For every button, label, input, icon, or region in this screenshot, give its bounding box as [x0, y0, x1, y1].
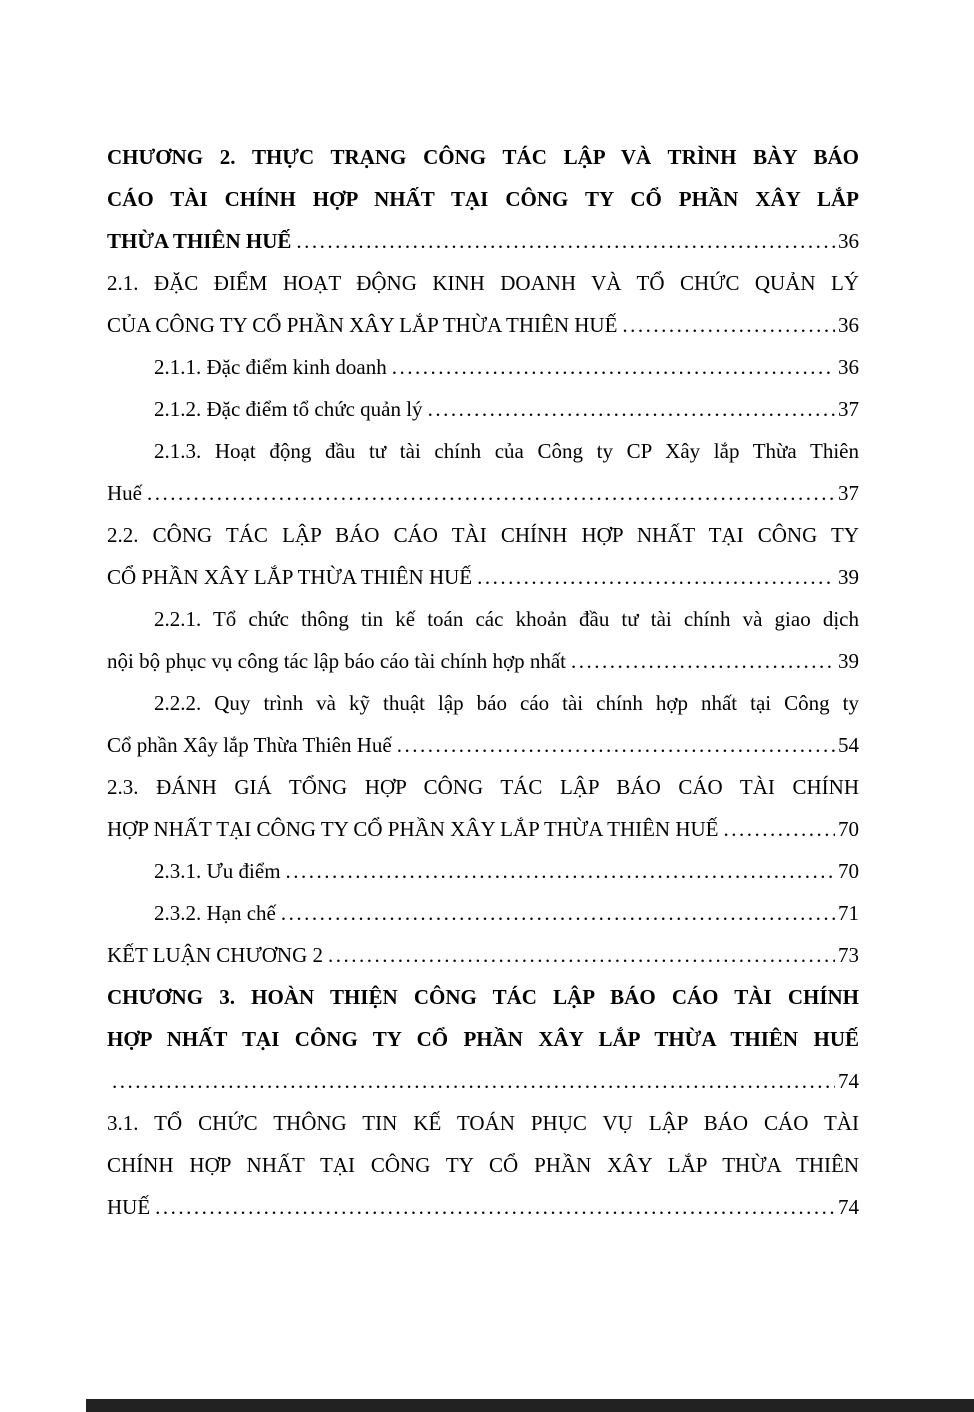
- dot-leader: [392, 346, 835, 388]
- toc-entry-text: 2.1.2. Đặc điểm tổ chức quản lý: [154, 397, 423, 421]
- toc-leader-line: [107, 556, 859, 598]
- toc-entry: [107, 430, 859, 514]
- toc-line: 2.1. ĐẶC ĐIỂM HOẠT ĐỘNG KINH DOANH VÀ TỔ CHỨC QUẢN LÝ: [107, 271, 859, 295]
- page-number: 70: [838, 859, 859, 883]
- toc-line: 3.1. TỔ CHỨC THÔNG TIN KẾ TOÁN PHỤC VỤ LẬP BÁO CÁO TÀI: [107, 1111, 859, 1135]
- page-number: 54: [838, 733, 859, 757]
- dot-leader: [397, 724, 835, 766]
- toc-entry-text: THỪA THIÊN HUẾ: [107, 229, 292, 253]
- page-number: 73: [838, 943, 859, 967]
- toc-leader-line: [107, 892, 859, 934]
- page-number: 39: [838, 649, 859, 673]
- toc-line: HỢP NHẤT TẠI CÔNG TY CỔ PHẦN XÂY LẮP THỪA THIÊN HUẾ: [107, 1027, 859, 1051]
- toc-line: 2.2. CÔNG TÁC LẬP BÁO CÁO TÀI CHÍNH HỢP NHẤT TẠI CÔNG TY: [107, 523, 859, 547]
- toc-leader-line: [107, 1186, 859, 1228]
- toc-entry-text: KẾT LUẬN CHƯƠNG 2: [107, 943, 323, 967]
- page-number: 74: [838, 1069, 859, 1093]
- toc-entry-text: 2.1.1. Đặc điểm kinh doanh: [154, 355, 387, 379]
- dot-leader: [571, 640, 835, 682]
- toc-line: CHƯƠNG 3. HOÀN THIỆN CÔNG TÁC LẬP BÁO CÁO TÀI CHÍNH: [107, 985, 859, 1009]
- dot-leader: [147, 472, 835, 514]
- toc-entry-text: CỔ PHẦN XÂY LẮP THỪA THIÊN HUẾ: [107, 565, 473, 589]
- toc-leader-line: [107, 1060, 859, 1102]
- dot-leader: [296, 220, 835, 262]
- page-number: 36: [838, 355, 859, 379]
- toc-entry: [107, 850, 859, 892]
- toc-entry-text: 2.3.1. Ưu điểm: [154, 859, 281, 883]
- toc-entry: [107, 388, 859, 430]
- toc-leader-line: [107, 640, 859, 682]
- toc-leader-line: [107, 304, 859, 346]
- toc-line: 2.2.1. Tổ chức thông tin kế toán các khoản đầu tư tài chính và giao dịch: [154, 607, 859, 631]
- dot-leader: [428, 388, 835, 430]
- page-number: 37: [838, 481, 859, 505]
- toc-entry: [107, 136, 859, 262]
- dot-leader: [112, 1060, 835, 1102]
- page-number: 36: [838, 313, 859, 337]
- page-number: 37: [838, 397, 859, 421]
- toc-leader-line: [107, 850, 859, 892]
- toc-line: 2.2.2. Quy trình và kỹ thuật lập báo cáo tài chính hợp nhất tại Công ty: [154, 691, 859, 715]
- page-number: 70: [838, 817, 859, 841]
- dot-leader: [155, 1186, 835, 1228]
- toc-entry: [107, 262, 859, 346]
- dot-leader: [724, 808, 835, 850]
- table-of-contents: [107, 136, 859, 1228]
- toc-entry-text: nội bộ phục vụ công tác lập báo cáo tài chính hợp nhất: [107, 649, 566, 673]
- toc-leader-line: [107, 220, 859, 262]
- toc-line: 2.3. ĐÁNH GIÁ TỔNG HỢP CÔNG TÁC LẬP BÁO CÁO TÀI CHÍNH: [107, 775, 859, 799]
- toc-line: CÁO TÀI CHÍNH HỢP NHẤT TẠI CÔNG TY CỔ PHẦN XÂY LẮP: [107, 187, 859, 211]
- toc-leader-line: [107, 388, 859, 430]
- dot-leader: [477, 556, 835, 598]
- toc-entry-text: HỢP NHẤT TẠI CÔNG TY CỔ PHẦN XÂY LẮP THỪA THIÊN HUẾ: [107, 817, 719, 841]
- toc-leader-line: [107, 934, 859, 976]
- toc-leader-line: [107, 808, 859, 850]
- toc-line: CHÍNH HỢP NHẤT TẠI CÔNG TY CỔ PHẦN XÂY LẮP THỪA THIÊN: [107, 1153, 859, 1177]
- scan-edge-artifact: [86, 1399, 974, 1412]
- dot-leader: [281, 892, 835, 934]
- toc-entry: [107, 934, 859, 976]
- page-number: 74: [838, 1195, 859, 1219]
- toc-entry: [107, 346, 859, 388]
- toc-line: 2.1.3. Hoạt động đầu tư tài chính của Công ty CP Xây lắp Thừa Thiên: [154, 439, 859, 463]
- dot-leader: [622, 304, 835, 346]
- page-number: 36: [838, 229, 859, 253]
- toc-entry: [107, 766, 859, 850]
- toc-entry-text: 2.3.2. Hạn chế: [154, 901, 276, 925]
- toc-entry-text: Huế: [107, 481, 142, 505]
- page-number: 39: [838, 565, 859, 589]
- toc-leader-line: [107, 472, 859, 514]
- toc-entry: [107, 598, 859, 682]
- toc-leader-line: [107, 346, 859, 388]
- toc-entry-text: CỦA CÔNG TY CỔ PHẦN XÂY LẮP THỪA THIÊN HUẾ: [107, 313, 618, 337]
- toc-entry: [107, 682, 859, 766]
- page-number: 71: [838, 901, 859, 925]
- toc-entry: [107, 892, 859, 934]
- toc-line: CHƯƠNG 2. THỰC TRẠNG CÔNG TÁC LẬP VÀ TRÌNH BÀY BÁO: [107, 145, 859, 169]
- dot-leader: [286, 850, 835, 892]
- toc-leader-line: [107, 724, 859, 766]
- toc-entry: [107, 514, 859, 598]
- toc-entry: [107, 1102, 859, 1228]
- toc-entry: [107, 976, 859, 1102]
- toc-entry-text: Cổ phần Xây lắp Thừa Thiên Huế: [107, 733, 392, 757]
- toc-entry-text: HUẾ: [107, 1195, 151, 1219]
- dot-leader: [328, 934, 835, 976]
